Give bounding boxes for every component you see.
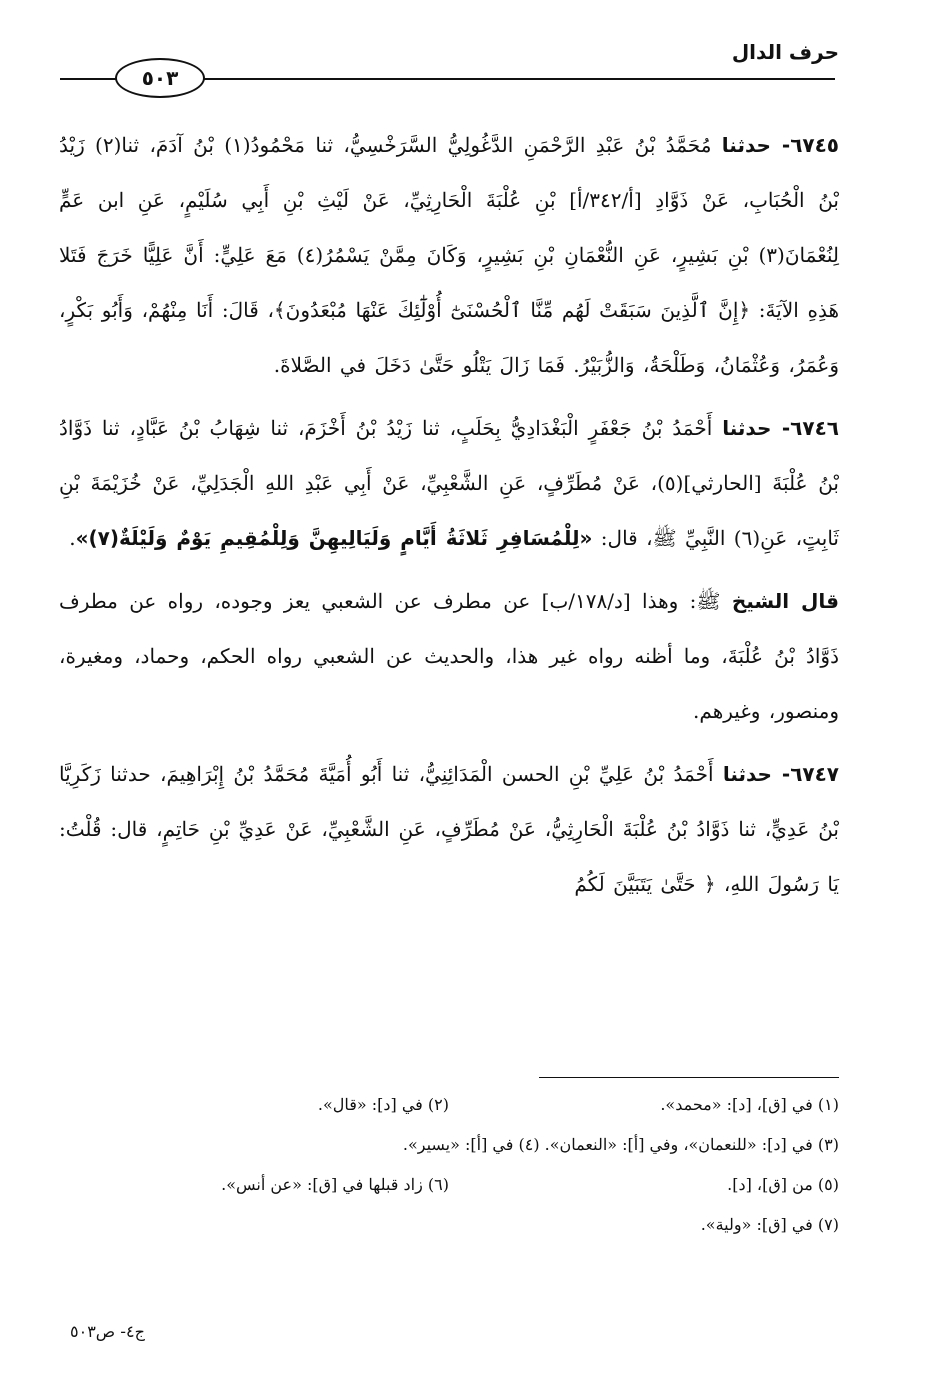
comment-lead: قال الشيخ [731, 589, 839, 613]
chapter-title: حرف الدال [731, 40, 839, 64]
footnote: (٢) في [د]: «قال». [317, 1095, 449, 1114]
footnotes [59, 1085, 839, 1245]
hadith-lead: حدثنا [722, 762, 772, 786]
hadith-text: أَحْمَدُ بْنُ عَلِيِّ بْنِ الحسن الْمَدَائِنِيُّ، ثنا أَبُو أُمَيَّةَ مُحَمَّدُ بْنُ إِبْرَاهِيمَ، حدثنا زَكَرِيَّا بْنُ عَدِيٍّ، ثنا ذَوَّادُ بْنُ عُلْبَةَ الْحَارِثِيُّ، عَنْ مُطَرِّفٍ، عَنِ الشَّعْبِيِّ، عَنْ عَدِيِّ بْنِ حَاتِمٍ، قال: قُلْتُ: يَا رَسُولَ اللهِ، ﴿ حَتَّىٰ يَتَبَيَّنَ لَكُمُ [59, 762, 839, 896]
footnote-row [59, 1205, 839, 1245]
hadith-tail: . [69, 526, 76, 550]
body-text [59, 118, 839, 920]
footnote: (١) في [ق]، [د]: «محمد». [660, 1095, 839, 1114]
hadith-text: مُحَمَّدُ بْنُ عَبْدِ الرَّحْمَنِ الدَّغُولِيُّ السَّرَخْسِيُّ، ثنا مَحْمُودُ(١) بْنُ آدَمَ، ثنا(٢) زَيْدُ بْنُ الْحُبَابِ، عَنْ ذَوَّادِ [أ/٣٤٢/أ] بْنِ عُلْبَةَ الْحَارِثِيِّ، عَنْ لَيْثِ بْنِ أَبِي سُلَيْمٍ، عَنِ ابن عَمٍّ لِنُعْمَانَ(٣) بْنِ بَشِيرٍ، عَنِ النُّعْمَانِ بْنِ بَشِيرٍ، وَكَانَ مِمَّنْ يَسْمُرُ(٤) مَعَ عَلِيٍّ: أَنَّ عَلِيًّا خَرَجَ فَتَلا هَذِهِ الآيَةَ: ﴿إِنَّ ٱلَّذِينَ سَبَقَتْ لَهُم مِّنَّا ٱلْحُسْنَىٰٓ أُوْلَٰٓئِكَ عَنْهَا مُبْعَدُونَ﴾، قَالَ: أَنَا مِنْهُمْ، وَأَبُو بَكْرٍ، وَعُمَرُ، وَعُثْمَانُ، وَطَلْحَةُ، وَالزُّبَيْرُ. فَمَا زَالَ يَتْلُو حَتَّىٰ دَخَلَ في الصَّلاةَ. [59, 133, 839, 377]
sheikh-comment [59, 574, 839, 739]
hadith-6745: ٦٧٤٥- حدثنا مُحَمَّدُ بْنُ عَبْدِ الرَّحْمَنِ الدَّغُولِيُّ السَّرَخْسِيُّ، ثنا مَحْمُودُ(١) بْنُ آدَمَ، ثنا(٢) زَيْدُ بْنُ الْحُبَابِ، عَنْ ذَوَّادِ [أ/٣٤٢/أ] بْنِ عُلْبَةَ الْحَارِثِيِّ، عَنْ لَيْثِ بْنِ أَبِي سُلَيْمٍ، عَنِ ابن عَمٍّ لِنُعْمَانَ(٣) بْنِ بَشِيرٍ، عَنِ النُّعْمَانِ بْنِ بَشِيرٍ، وَكَانَ مِمَّنْ يَسْمُرُ(٤) مَعَ عَلِيٍّ: أَنَّ عَلِيًّا خَرَجَ فَتَلا هَذِهِ الآيَةَ: ﴿إِنَّ ٱلَّذِينَ سَبَقَتْ لَهُم مِّنَّا ٱلْحُسْنَىٰٓ أُوْلَٰٓئِكَ عَنْهَا مُبْعَدُونَ﴾، قَالَ: أَنَا مِنْهُمْ، وَأَبُو بَكْرٍ، وَعُمَرُ، وَعُثْمَانُ، وَطَلْحَةُ، وَالزُّبَيْرُ. فَمَا زَالَ يَتْلُو حَتَّىٰ دَخَلَ في الصَّلاةَ. [59, 133, 840, 377]
hadith-number: ٦٧٤٧ [790, 762, 840, 786]
hadith-number: ٦٧٤٥ [790, 133, 840, 157]
hadith-lead: حدثنا [722, 416, 772, 440]
footnote-row [59, 1125, 839, 1165]
hadith-text: أَحْمَدُ بْنُ جَعْفَرٍ الْبَغْدَادِيُّ بِحَلَبٍ، ثنا زَيْدُ بْنُ أَخْزَمَ، ثنا شِهَابُ بْنُ عَبَّادٍ، ثنا ذَوَّادُ بْنُ عُلْبَةَ [الحارثي](٥)، عَنْ مُطَرِّفٍ، عَنِ الشَّعْبِيِّ، عَنْ أَبِي عَبْدِ اللهِ الْجَدَلِيِّ، عَنْ خُزَيْمَةَ بْنِ ثَابِتٍ، عَنِ(٦) النَّبِيِّ ﷺ، قال: [59, 416, 839, 550]
footnote: (٥) من [ق]، [د]. [727, 1175, 839, 1194]
hadith-lead: حدثنا [721, 133, 771, 157]
page-number: ٥٠٣ [115, 58, 205, 98]
hadith-6746: ٦٧٤٦- حدثنا أَحْمَدُ بْنُ جَعْفَرٍ الْبَغْدَادِيُّ بِحَلَبٍ، ثنا زَيْدُ بْنُ أَخْزَمَ، ثنا شِهَابُ بْنُ عَبَّادٍ، ثنا ذَوَّادُ بْنُ عُلْبَةَ [الحارثي](٥)، عَنْ مُطَرِّفٍ، عَنِ الشَّعْبِيِّ، عَنْ أَبِي عَبْدِ اللهِ الْجَدَلِيِّ، عَنْ خُزَيْمَةَ بْنِ ثَابِتٍ، عَنِ(٦) النَّبِيِّ ﷺ، قال: «لِلْمُسَافِرِ ثَلاثَةُ أَيَّامٍ وَلَيَالِيهِنَّ وَلِلْمُقِيمِ يَوْمٌ وَلَيْلَةٌ(٧)». [59, 416, 839, 550]
hadith-number: ٦٧٤٦ [790, 416, 839, 440]
comment-text: ﷺ: وهذا [د/١٧٨/ب] عن مطرف عن الشعبي يعز وجوده، رواه عن مطرف ذَوَّادُ بْنُ عُلْبَةَ، وما أظنه رواه غير هذا، والحديث عن الشعبي رواه الحكم، وحماد، ومغيرة، ومنصور، وغيرهم. [59, 589, 839, 723]
footnote: (٧) في [ق]: «ولية». [700, 1215, 839, 1234]
footnote: (٣) في [د]: «للنعمان»، وفي [أ]: «النعمان». (٤) في [أ]: «يسير». [402, 1135, 839, 1154]
footnote: (٦) زاد قبلها في [ق]: «عن أنس». [221, 1175, 449, 1194]
volume-page-signature: ج٤- ص٥٠٣ [70, 1322, 145, 1341]
hadith-quote: «لِلْمُسَافِرِ ثَلاثَةُ أَيَّامٍ وَلَيَالِيهِنَّ وَلِلْمُقِيمِ يَوْمٌ وَلَيْلَةٌ(٧)» [75, 526, 593, 550]
footnote-row [59, 1165, 839, 1205]
hadith-6747: ٦٧٤٧- حدثنا أَحْمَدُ بْنُ عَلِيِّ بْنِ الحسن الْمَدَائِنِيُّ، ثنا أَبُو أُمَيَّةَ مُحَمَّدُ بْنُ إِبْرَاهِيمَ، حدثنا زَكَرِيَّا بْنُ عَدِيٍّ، ثنا ذَوَّادُ بْنُ عُلْبَةَ الْحَارِثِيُّ، عَنْ مُطَرِّفٍ، عَنِ الشَّعْبِيِّ، عَنْ عَدِيِّ بْنِ حَاتِمٍ، قال: قُلْتُ: يَا رَسُولَ اللهِ، ﴿ حَتَّىٰ يَتَبَيَّنَ لَكُمُ [59, 762, 840, 896]
footnote-row [59, 1085, 839, 1125]
footnote-rule [539, 1077, 839, 1078]
